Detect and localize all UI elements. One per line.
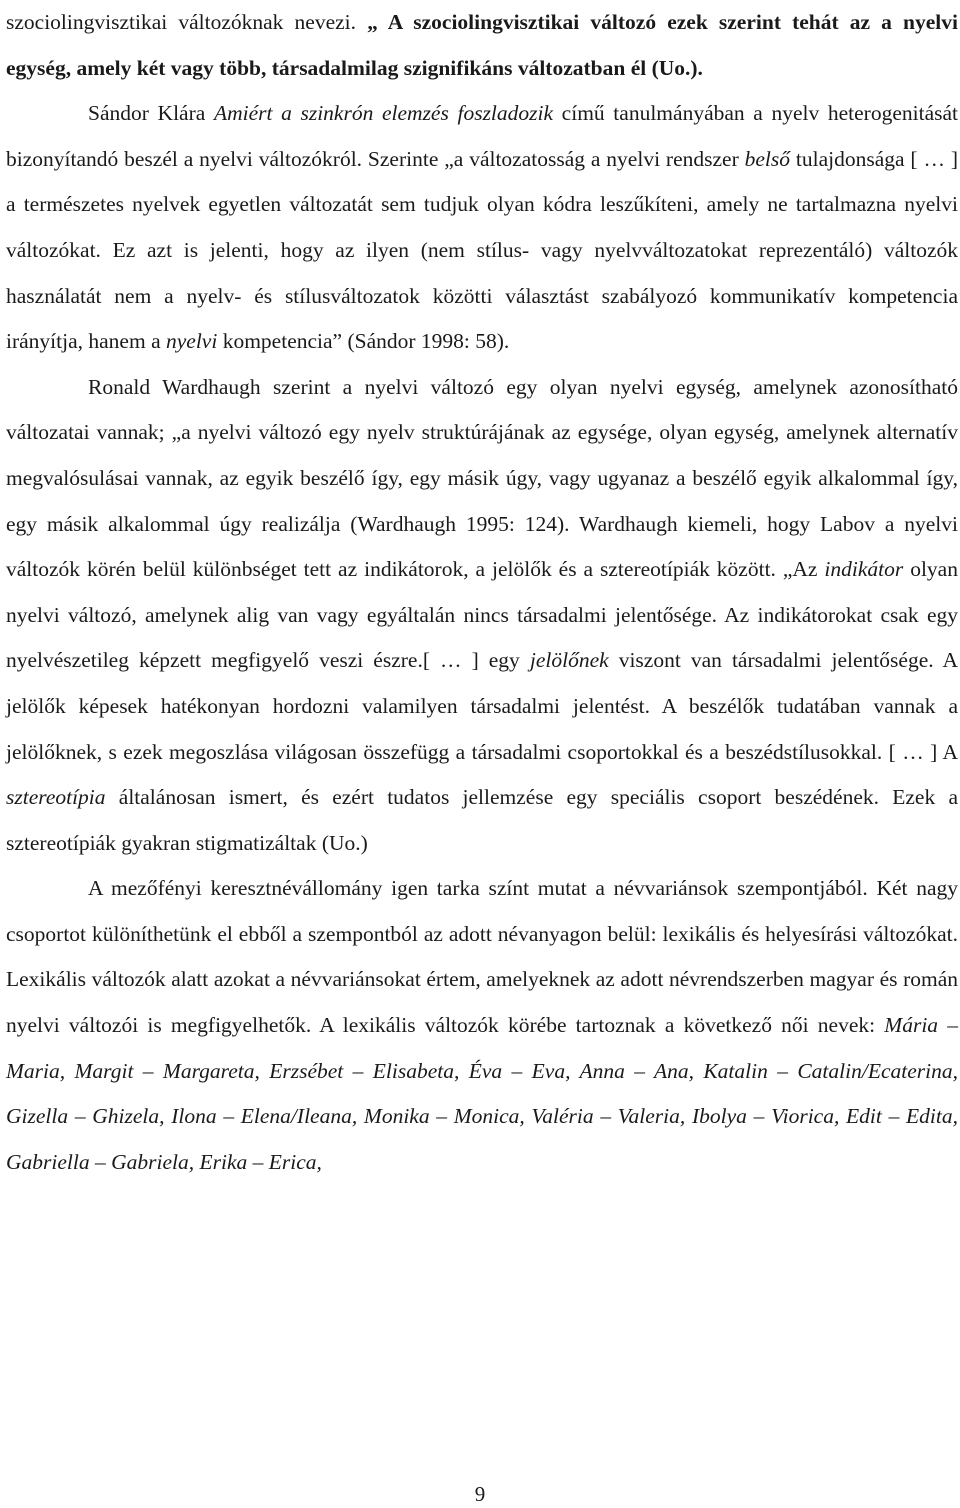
paragraph-4 — [6, 866, 958, 1185]
text-run: indikátor — [824, 557, 904, 582]
text-run: Sándor Klára — [88, 101, 214, 126]
text-run: jelölőnek — [529, 648, 609, 673]
text-run: Ronald Wardhaugh szerint a nyelvi változó egy olyan nyelvi egység, amelynek azonosítható változatai vannak; „a nyelvi változó egy nyelv struktúrájának az egysége, olyan egység, amelynek alternatív megvalósulásai vannak, az egyik beszélő így, egy másik úgy, vagy ugyanaz a beszélő egyik alkalommal így, egy másik alkalommal úgy realizálja (Wardhaugh 1995: 124). Wardhaugh kiemeli, hogy Labov a nyelvi változók körén belül különbséget tett az indikátorok, a jelölők és a sztereotípiák között. „Az — [6, 374, 958, 582]
text-run: szociolingvisztikai változóknak nevezi. — [6, 10, 368, 34]
text-run: kompetencia” (Sándor 1998: 58). — [217, 329, 510, 354]
paragraph-1 — [6, 0, 958, 91]
text-run: általánosan ismert, és ezért tudatos jellemzése egy speciális csoport beszédének. Ezek a sztereotípiák gyakran stigmatizáltak (Uo.) — [6, 785, 958, 855]
text-run: viszont van társadalmi jelentősége. A jelölők képesek hatékonyan hordozni valamilyen társadalmi jelentést. A beszélők tudatában vannak a jelölőknek, s ezek megoszlása világosan összefügg a társadalmi csoportokkal és a beszédstílusokkal. [ … ] A — [6, 648, 958, 764]
paragraph-2 — [6, 91, 958, 365]
text-run: Mária – Maria, Margit – Margareta, Erzsébet – Elisabeta, Éva – Eva, Anna – Ana, Katalin – Catalin/Ecaterina, Gizella – Ghizela, Ilona – Elena/Ileana, Monika – Monica, Valéria – Valeria, Ibolya – Viorica, Edit – Edita, Gabriella – Gabriela, Erika – Erica, — [6, 1013, 958, 1174]
text-run: Amiért a szinkrón elemzés foszladozik — [213, 101, 554, 126]
text-run: belső — [744, 146, 790, 171]
text-run: című tanulmányában a nyelv heterogenitását bizonyítandó beszél a nyelvi változókról. Szerinte „a változatosság a nyelvi rendszer — [6, 101, 959, 171]
text-run: sztereotípia — [6, 785, 106, 810]
text-run: nyelvi — [166, 329, 218, 354]
document-page — [6, 0, 958, 1185]
page-number: 9 — [474, 1482, 486, 1506]
text-run: olyan nyelvi változó, amelynek alig van vagy egyáltalán nincs társadalmi jelentősége. Az indikátorokat csak egy nyelvészetileg képzett megfigyelő veszi észre.[ … ] egy — [6, 557, 958, 673]
paragraph-3 — [6, 365, 958, 867]
text-run: A mezőfényi keresztnévállomány igen tarka színt mutat a névvariánsok szempontjából. Két nagy csoportot különíthetünk el ebből a szempontból az adott névanyagon belül: lexikális és helyesírási változókat. Lexikális változók alatt azokat a névvariánsokat értem, amelyeknek az adott névrendszerben magyar és román nyelvi változói is megfigyelhetők. A lexikális változók körébe tartoznak a következő női nevek: — [6, 876, 958, 1038]
text-run: tulajdonsága [ … ] a természetes nyelvek egyetlen változatát sem tudjuk olyan kódra leszűkíteni, amely ne tartalmazna nyelvi változókat. Ez azt is jelenti, hogy az ilyen (nem stílus- vagy nyelvváltozatokat reprezentáló) változók használatát nem a nyelv- és stílusváltozatok közötti választást szabályozó kommunikatív kompetencia irányítja, hanem a — [6, 146, 958, 354]
text-run: „ A szociolingvisztikai változó ezek szerint tehát az a nyelvi egység, amely két vagy több, társadalmilag szignifikáns változatban él (Uo.). — [6, 10, 958, 80]
